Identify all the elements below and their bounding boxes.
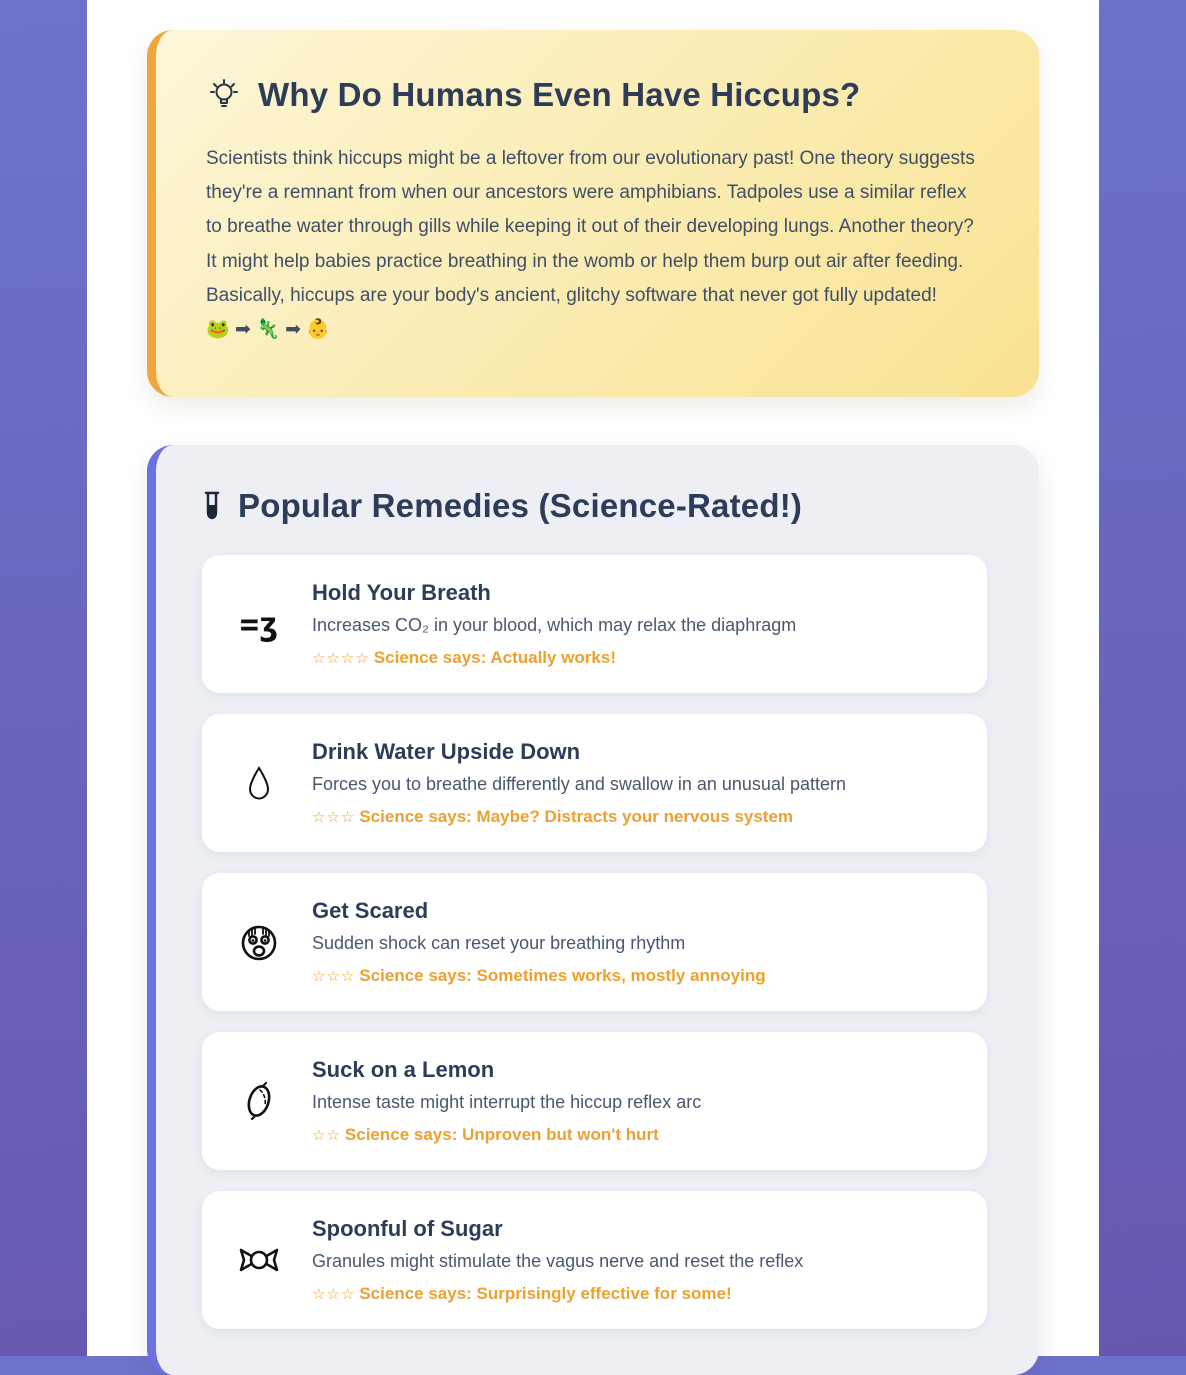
remedy-card-drink-water xyxy=(202,714,987,852)
water-droplet-icon xyxy=(232,764,286,802)
hiccups-title-text: Why Do Humans Even Have Hiccups? xyxy=(258,76,861,113)
remedy-card-lemon xyxy=(202,1032,987,1170)
evolution-sequence-emoji: 🐸 ➡ 🦎 ➡ 👶 xyxy=(206,318,330,340)
exhale-glyph: =ʒ xyxy=(239,605,279,644)
remedy-description: Granules might stimulate the vagus nerve and reset the reflex xyxy=(312,1251,804,1272)
remedy-description: Intense taste might interrupt the hiccup reflex arc xyxy=(312,1092,702,1113)
remedy-title: Suck on a Lemon xyxy=(312,1057,495,1083)
star-rating-icons: ☆☆☆☆ xyxy=(312,650,370,668)
content-column xyxy=(87,0,1099,1356)
remedy-card-get-scared xyxy=(202,873,987,1011)
remedy-text-block xyxy=(312,1216,957,1304)
remedy-description: Sudden shock can reset your breathing rhythm xyxy=(312,933,686,954)
star-rating-icons: ☆☆☆ xyxy=(312,809,356,827)
remedy-title: Hold Your Breath xyxy=(312,580,491,606)
remedy-title: Drink Water Upside Down xyxy=(312,739,581,765)
lemon-icon xyxy=(232,1079,286,1123)
candy-icon xyxy=(232,1245,286,1275)
rating-text: Science says: Maybe? Distracts your nervous system xyxy=(359,807,794,827)
remedy-description: Forces you to breathe differently and swallow in an unusual pattern xyxy=(312,774,846,795)
rating-text: Science says: Surprisingly effective for some! xyxy=(359,1284,732,1304)
hiccups-card-title xyxy=(206,76,987,114)
remedy-text-block xyxy=(312,1057,957,1145)
remedies-title-text: Popular Remedies (Science-Rated!) xyxy=(238,487,803,525)
star-rating-icons: ☆☆☆ xyxy=(312,1286,356,1304)
remedy-title: Spoonful of Sugar xyxy=(312,1216,503,1242)
lightbulb-icon xyxy=(206,77,242,113)
star-rating-icons: ☆☆ xyxy=(312,1127,341,1145)
rating-text: Science says: Actually works! xyxy=(373,648,617,668)
remedy-rating xyxy=(312,648,957,668)
remedy-card-hold-breath xyxy=(202,555,987,693)
remedy-rating xyxy=(312,1284,957,1304)
remedy-description: Increases CO₂ in your blood, which may relax the diaphragm xyxy=(312,615,797,636)
rating-text: Science says: Unproven but won't hurt xyxy=(344,1125,659,1145)
star-rating-icons: ☆☆☆ xyxy=(312,968,356,986)
test-tube-icon xyxy=(202,489,222,523)
remedy-text-block xyxy=(312,739,957,827)
remedy-title: Get Scared xyxy=(312,898,429,924)
remedy-rating xyxy=(312,1125,957,1145)
remedy-card-sugar xyxy=(202,1191,987,1329)
face-exhaling-icon xyxy=(232,605,286,644)
remedy-text-block xyxy=(312,580,957,668)
remedy-rating xyxy=(312,807,957,827)
screaming-face-icon xyxy=(232,920,286,964)
hiccups-explainer-card xyxy=(147,30,1039,397)
remedy-list xyxy=(202,555,987,1329)
hiccups-body-main: Scientists think hiccups might be a leftover from our evolutionary past! One theory suggests they're a remnant from when our ancestors were amphibians. Tadpoles use a similar reflex to breathe water through gills while keeping it out of their developing lungs. Another theory? It might help babies practice breathing in the womb or help them burp out air after feeding. Basically, hiccups are your body's ancient, glitchy software that never got fully updated! xyxy=(206,148,975,306)
hiccups-body-text xyxy=(206,142,987,347)
remedies-card-title xyxy=(202,487,987,525)
remedy-text-block xyxy=(312,898,957,986)
remedies-section-card xyxy=(147,445,1039,1375)
remedy-rating xyxy=(312,966,957,986)
rating-text: Science says: Sometimes works, mostly annoying xyxy=(359,966,766,986)
